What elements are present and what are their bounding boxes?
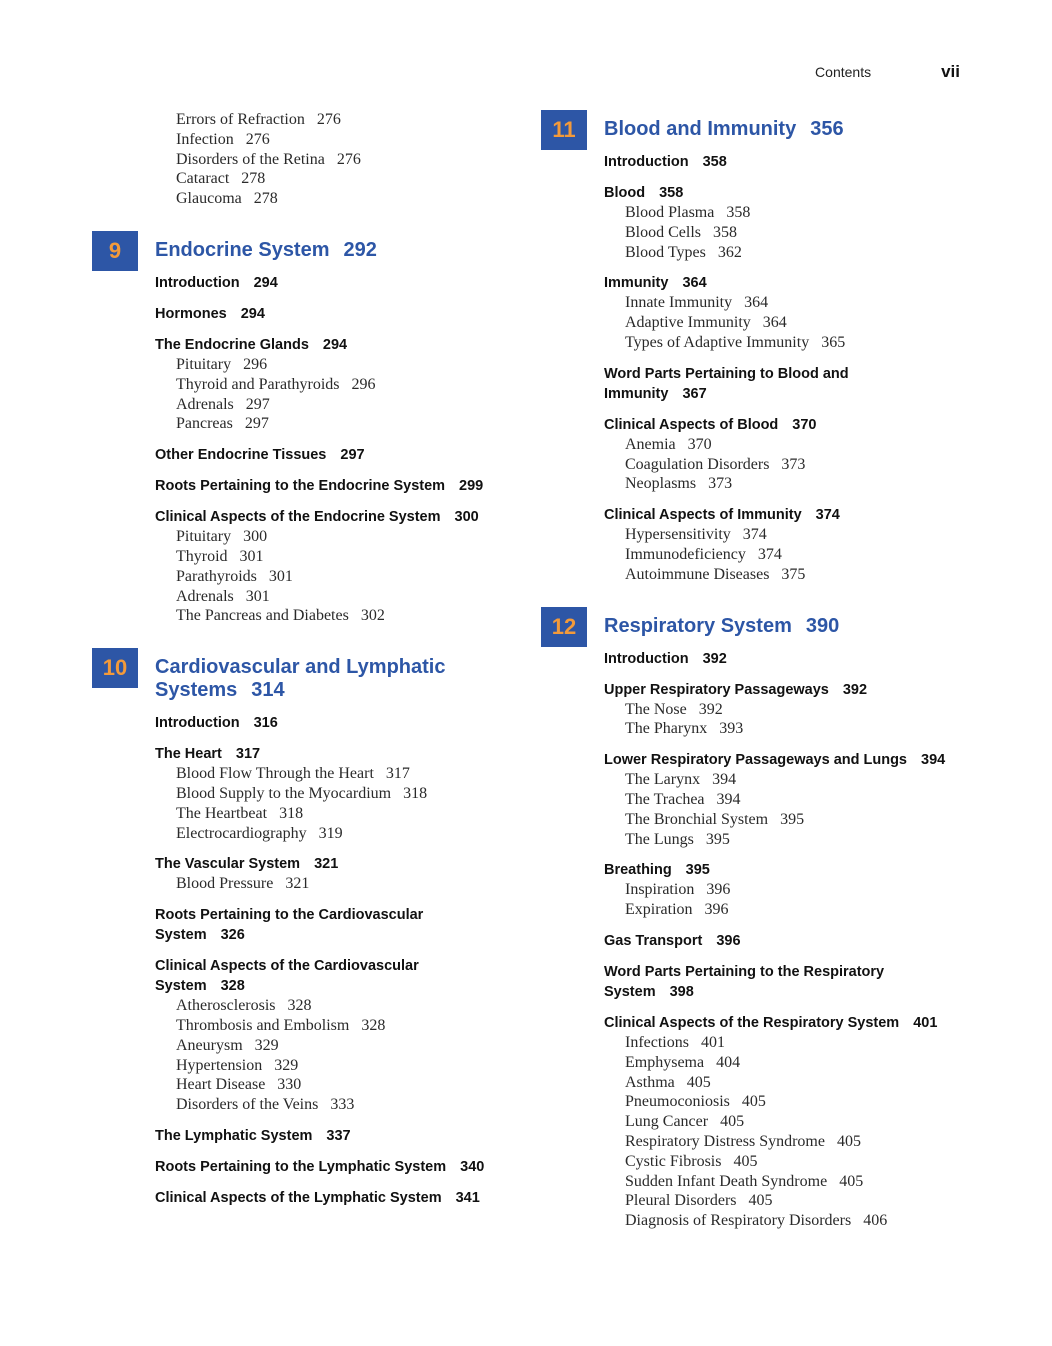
toc-section[interactable]: Lower Respiratory Passageways and Lungs 394 bbox=[604, 752, 946, 769]
toc-entry[interactable]: Hypersensitivity 374 bbox=[625, 526, 767, 544]
toc-section[interactable]: Hormones 294 bbox=[155, 305, 265, 322]
chapter-title: Cardiovascular and Lymphatic Systems 314 bbox=[155, 656, 446, 702]
toc-entry[interactable]: Blood Cells 358 bbox=[625, 223, 738, 241]
toc-section[interactable]: Roots Pertaining to the Cardiovascular System 326 bbox=[155, 907, 424, 944]
chapter-title: Blood and Immunity 356 bbox=[604, 118, 844, 140]
toc-section[interactable]: The Vascular System 321 bbox=[155, 856, 339, 873]
toc-entry[interactable]: The Trachea 394 bbox=[625, 790, 741, 808]
toc-entry[interactable]: Pneumoconiosis 405 bbox=[625, 1093, 766, 1111]
chapter-10-heading[interactable] bbox=[102, 648, 515, 702]
toc-entry[interactable]: Glaucoma 278 bbox=[176, 190, 278, 208]
toc-entry[interactable]: Blood Types 362 bbox=[625, 243, 742, 261]
toc-entry[interactable]: Inspiration 396 bbox=[625, 881, 731, 899]
toc-section[interactable]: Introduction 392 bbox=[604, 650, 727, 667]
toc-entry[interactable]: Types of Adaptive Immunity 365 bbox=[625, 333, 846, 351]
toc-section[interactable]: Word Parts Pertaining to the Respiratory System 398 bbox=[604, 963, 885, 1000]
toc-section[interactable]: Clinical Aspects of Immunity 374 bbox=[604, 507, 840, 524]
toc-entry[interactable]: Heart Disease 330 bbox=[176, 1076, 302, 1094]
chapter-number-badge: 11 bbox=[541, 110, 587, 150]
toc-entry[interactable]: Cystic Fibrosis 405 bbox=[625, 1152, 758, 1170]
toc-entry[interactable]: Innate Immunity 364 bbox=[625, 294, 769, 312]
toc-entry[interactable]: Anemia 370 bbox=[625, 435, 712, 453]
toc-entry[interactable]: Pituitary 300 bbox=[176, 528, 268, 546]
page-number: vii bbox=[941, 62, 960, 81]
toc-entry[interactable]: Blood Plasma 358 bbox=[625, 204, 751, 221]
toc-section[interactable]: Clinical Aspects of the Endocrine System 300 bbox=[155, 509, 479, 526]
toc-section[interactable]: Upper Respiratory Passageways 392 bbox=[604, 681, 868, 698]
toc-entry[interactable]: Cataract 278 bbox=[176, 170, 266, 188]
toc-entry[interactable]: The Lungs 395 bbox=[625, 830, 730, 848]
toc-section[interactable]: Blood 358 bbox=[604, 185, 684, 201]
toc-section[interactable]: Clinical Aspects of the Lymphatic System 341 bbox=[155, 1189, 480, 1206]
chapter-12-heading[interactable] bbox=[551, 607, 1004, 639]
toc-entry[interactable]: The Heartbeat 318 bbox=[176, 804, 304, 822]
toc-entry[interactable]: Infections 401 bbox=[625, 1033, 725, 1051]
toc-section[interactable]: Immunity 364 bbox=[604, 275, 707, 292]
toc-entry[interactable]: Thyroid and Parathyroids 296 bbox=[176, 375, 376, 393]
toc-entry[interactable]: The Bronchial System 395 bbox=[625, 810, 805, 828]
toc-section[interactable]: Word Parts Pertaining to Blood and Immunity 367 bbox=[604, 365, 849, 402]
toc-entry[interactable]: Emphysema 404 bbox=[625, 1053, 741, 1071]
toc-entry[interactable]: The Larynx 394 bbox=[625, 771, 737, 789]
toc-entry[interactable]: Respiratory Distress Syndrome 405 bbox=[625, 1132, 861, 1150]
toc-entry[interactable]: Thyroid 301 bbox=[176, 547, 264, 565]
toc-entry[interactable]: Adrenals 301 bbox=[176, 587, 270, 605]
toc-entry[interactable]: The Nose 392 bbox=[625, 700, 723, 718]
running-head bbox=[815, 62, 960, 82]
toc-entry[interactable]: Adrenals 297 bbox=[176, 395, 270, 413]
toc-entry[interactable]: Errors of Refraction 276 bbox=[176, 111, 341, 128]
toc-entry[interactable]: Immunodeficiency 374 bbox=[625, 545, 782, 563]
toc-section[interactable]: The Endocrine Glands 294 bbox=[155, 336, 348, 353]
toc-entry[interactable]: Disorders of the Retina 276 bbox=[176, 150, 361, 168]
chapter-number-badge: 10 bbox=[92, 648, 138, 688]
toc-entry[interactable]: Electrocardiography 319 bbox=[176, 824, 343, 842]
toc-entry[interactable]: Blood Flow Through the Heart 317 bbox=[176, 765, 410, 783]
toc-entry[interactable]: Atherosclerosis 328 bbox=[176, 997, 312, 1015]
toc-section[interactable]: The Heart 317 bbox=[155, 746, 261, 763]
toc-entry[interactable]: The Pancreas and Diabetes 302 bbox=[176, 607, 385, 625]
right-column bbox=[551, 110, 1004, 1231]
toc-section[interactable]: Introduction 316 bbox=[155, 715, 278, 732]
toc-entry[interactable]: Coagulation Disorders 373 bbox=[625, 455, 806, 473]
toc-section[interactable]: Clinical Aspects of Blood 370 bbox=[604, 416, 817, 433]
toc-entry[interactable]: The Pharynx 393 bbox=[625, 720, 744, 738]
chapter-title: Respiratory System 390 bbox=[604, 614, 840, 637]
chapter-11-heading[interactable] bbox=[552, 110, 1004, 142]
toc-entry[interactable]: Aneurysm 329 bbox=[176, 1036, 279, 1054]
toc-section[interactable]: Other Endocrine Tissues 297 bbox=[155, 447, 365, 464]
toc-entry[interactable]: Autoimmune Diseases 375 bbox=[625, 565, 806, 583]
toc-entry[interactable]: Hypertension 329 bbox=[176, 1056, 299, 1074]
toc-entry[interactable]: Blood Supply to the Myocardium 318 bbox=[176, 784, 428, 802]
toc-entry[interactable]: Lung Cancer 405 bbox=[625, 1113, 745, 1131]
toc-entry[interactable]: Infection 276 bbox=[176, 130, 270, 148]
toc-entry[interactable]: Pleural Disorders 405 bbox=[625, 1192, 773, 1210]
toc-entry[interactable]: Pancreas 297 bbox=[176, 415, 269, 433]
running-head-title: Contents bbox=[815, 64, 872, 80]
toc-section[interactable]: Clinical Aspects of the Respiratory System 401 bbox=[604, 1014, 938, 1031]
left-column bbox=[102, 110, 515, 1208]
chapter-9-heading[interactable] bbox=[108, 231, 515, 263]
toc-entry[interactable]: Thrombosis and Embolism 328 bbox=[176, 1016, 386, 1034]
toc-entry[interactable]: Expiration 396 bbox=[625, 901, 729, 919]
toc-entry[interactable]: Asthma 405 bbox=[625, 1073, 711, 1091]
toc-entry[interactable]: Diagnosis of Respiratory Disorders 406 bbox=[625, 1212, 888, 1230]
toc-section[interactable]: Introduction 294 bbox=[155, 274, 278, 291]
toc-entry[interactable]: Disorders of the Veins 333 bbox=[176, 1096, 355, 1114]
chapter-number-badge: 9 bbox=[92, 231, 138, 271]
toc-section[interactable]: Roots Pertaining to the Lymphatic System 340 bbox=[155, 1158, 485, 1175]
toc-section[interactable]: Clinical Aspects of the Cardiovascular System 328 bbox=[155, 958, 419, 995]
toc-section[interactable]: Gas Transport 396 bbox=[604, 932, 741, 949]
toc-entry[interactable]: Blood Pressure 321 bbox=[176, 875, 310, 893]
toc-section[interactable]: Roots Pertaining to the Endocrine System 299 bbox=[155, 478, 484, 495]
toc-section[interactable]: Breathing 395 bbox=[604, 862, 710, 879]
chapter-title: Endocrine System 292 bbox=[155, 238, 377, 261]
toc-entry[interactable]: Neoplasms 373 bbox=[625, 475, 733, 493]
toc-entry[interactable]: Sudden Infant Death Syndrome 405 bbox=[625, 1172, 864, 1190]
toc-section[interactable]: Introduction 358 bbox=[604, 154, 727, 170]
toc-entry[interactable]: Parathyroids 301 bbox=[176, 567, 293, 585]
toc-section[interactable]: The Lymphatic System 337 bbox=[155, 1127, 351, 1144]
chapter-number-badge: 12 bbox=[541, 607, 587, 647]
toc-entry[interactable]: Adaptive Immunity 364 bbox=[625, 314, 787, 332]
toc-entry[interactable]: Pituitary 296 bbox=[176, 355, 268, 373]
